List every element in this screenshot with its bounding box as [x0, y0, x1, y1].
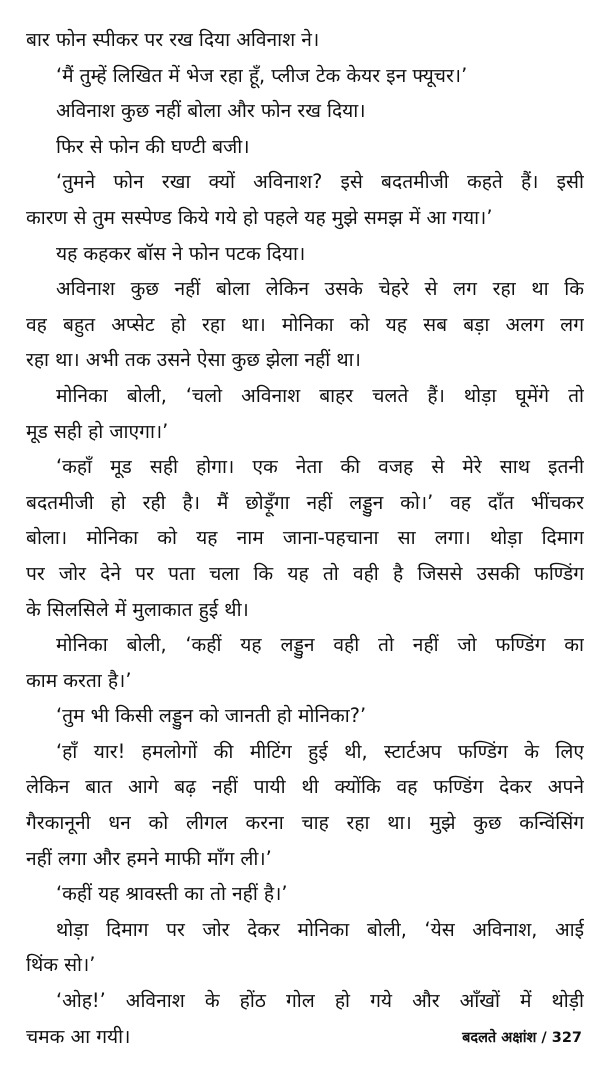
text-line: ‘ओह!’ अविनाश के होंठ गोल हो गये और आँखों में थोड़ी [56, 989, 584, 1013]
text-line: थोड़ा दिमाग पर जोर देकर मोनिका बोली, ‘येस अविनाश, आई [56, 917, 584, 941]
text-line: रहा था। अभी तक उसने ऐसा कुछ झेला नहीं था। [26, 348, 361, 372]
text-line: मोनिका बोली, ‘कहीं यह लड्डुन वही तो नहीं जो फण्डिंग का [56, 633, 584, 657]
text-line: चमक आ गयी। [26, 1024, 131, 1048]
text-line: यह कहकर बॉस ने फोन पटक दिया। [56, 241, 306, 265]
text-line: पर जोर देने पर पता चला कि यह तो वही है जिससे उसकी फण्डिंग [26, 561, 584, 585]
text-line: ‘मैं तुम्हें लिखित में भेज रहा हूँ, प्लीज टेक केयर इन फ्यूचर।’ [56, 63, 468, 87]
text-line: बदतमीजी हो रही है। मैं छोड़ूँगा नहीं लड्डुन को।’ वह दाँत भींचकर [26, 490, 584, 514]
text-line: के सिलसिले में मुलाकात हुई थी। [26, 597, 249, 621]
text-line: बोला। मोनिका को यह नाम जाना-पहचाना सा लगा। थोड़ा दिमाग [26, 526, 584, 550]
text-line: अविनाश कुछ नहीं बोला लेकिन उसके चेहरे से लग रहा था कि [56, 277, 584, 301]
text-line: कारण से तुम सस्पेण्ड किये गये हो पहले यह मुझे समझ में आ गया।’ [26, 205, 493, 229]
text-line: गैरकानूनी धन को लीगल करना चाह रहा था। मुझे कुछ कन्विंसिंग [26, 811, 584, 835]
text-line: ‘हाँ यार! हमलोगों की मीटिंग हुई थी, स्टार्टअप फण्डिंग के लिए [56, 739, 584, 763]
body-text [26, 22, 584, 1054]
text-line: मूड सही हो जाएगा।’ [26, 419, 169, 443]
text-line: फिर से फोन की घण्टी बजी। [56, 134, 250, 158]
text-line: ‘कहीं यह श्रावस्ती का तो नहीं है।’ [56, 882, 288, 906]
text-line: वह बहुत अप्सेट हो रहा था। मोनिका को यह सब बड़ा अलग लग [26, 312, 584, 336]
text-line: काम करता है।’ [26, 668, 132, 692]
text-line: नहीं लगा और हमने माफी माँग ली।’ [26, 846, 272, 870]
text-line: बार फोन स्पीकर पर रख दिया अविनाश ने। [26, 28, 320, 51]
text-line: ‘तुम भी किसी लड्डुन को जानती हो मोनिका?’ [56, 704, 367, 728]
text-line: लेकिन बात आगे बढ़ नहीं पायी थी क्योंकि वह फण्डिंग देकर अपने [26, 775, 584, 799]
text-line: थिंक सो।’ [26, 953, 96, 977]
running-footer: बदलते अक्षांश / 327 [462, 1030, 582, 1046]
text-line: ‘तुमने फोन रखा क्यों अविनाश? इसे बदतमीजी कहते हैं। इसी [56, 170, 584, 194]
text-line: ‘कहाँ मूड सही होगा। एक नेता की वजह से मेरे साथ इतनी [56, 455, 584, 479]
text-line: मोनिका बोली, ‘चलो अविनाश बाहर चलते हैं। थोड़ा घूमेंगे तो [56, 383, 584, 407]
text-line: अविनाश कुछ नहीं बोला और फोन रख दिया। [56, 99, 366, 123]
